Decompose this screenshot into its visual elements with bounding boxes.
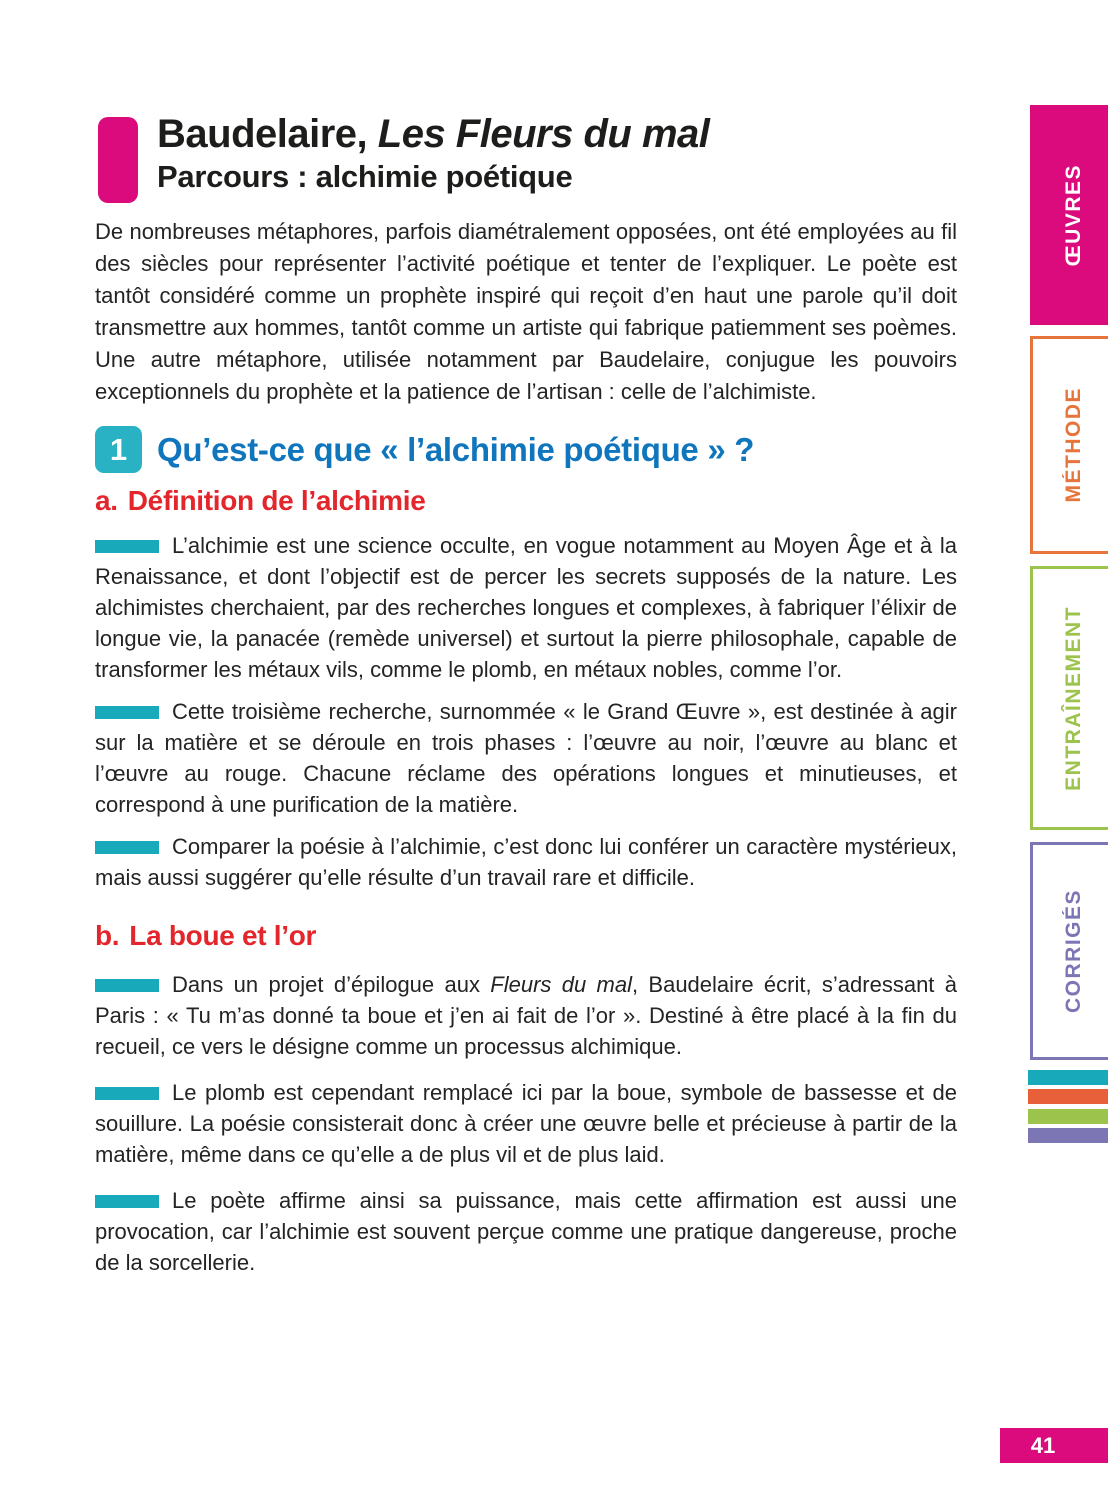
sidebar-tab-entrainement [1030,566,1108,830]
page-number: 41 [1030,1432,1056,1458]
bullet-bar [95,1195,159,1208]
sidebar-tab-entrainement-label: ENTRAÎNEMENT [1062,605,1085,791]
bullet-bar [95,1087,159,1100]
paragraph [95,831,957,893]
page-title-work: Les Fleurs du mal [377,112,710,156]
chapter-header [95,110,957,196]
page-number-badge [1000,1428,1108,1463]
subsection-a-label: a. [95,485,118,516]
paragraph [95,1077,957,1170]
paragraph [95,696,957,820]
intro-paragraph: De nombreuses métaphores, parfois diamétralement opposées, ont été employées au fil des siècles pour représenter l’activité poétique et tenter de l’expliquer. Le poète est tantôt considéré comme un prophète inspiré qui reçoit d’en haut une parole qu’il doit transmettre aux hommes, tantôt comme un artiste qui fabrique patiemment ses poèmes. Une autre métaphore, utilisée notamment par Baudelaire, conjugue les pouvoirs exceptionnels du prophète et la patience de l’artisan : celle de l’alchimiste. [95,219,957,404]
section-number-badge: 1 [95,426,142,473]
paragraph-text: Comparer la poésie à l’alchimie, c’est donc lui conférer un caractère mystérieux, mais aussi suggérer qu’elle résulte d’un travail rare et difficile. [95,834,957,890]
section-title: Qu’est-ce que « l’alchimie poétique » ? [157,430,755,468]
subsection-a-title: Définition de l’alchimie [127,485,426,516]
paragraph-text: Dans un projet d’épilogue aux [172,972,491,997]
sidebar-tab-corriges-label: CORRIGÉS [1062,888,1085,1013]
paragraph-text: Le plomb est cependant remplacé ici par la boue, symbole de bassesse et de souillure. La poésie consisterait donc à créer une œuvre belle et précieuse à partir de la matière, même dans ce qu’elle a de plus vil et de plus laid. [95,1080,957,1167]
paragraph [95,969,957,1062]
paragraph [95,530,957,685]
paragraph [95,1185,957,1278]
page-title-author: Baudelaire, [157,112,378,156]
chapter-marker [98,117,138,203]
bullet-bar [95,841,159,854]
subsection-b-title: La boue et l’or [129,920,317,951]
accent-bar-purple [1028,1128,1108,1143]
accent-bar-orange [1028,1089,1108,1104]
paragraph-text: Cette troisième recherche, surnommée « le Grand Œuvre », est destinée à agir sur la matière et se déroule en trois phases : l’œuvre au noir, l’œuvre au blanc et l’œuvre au rouge. Chacune réclame des opérations longues et minutieuses, et correspond à une purification de la matière. [95,699,957,817]
subsection-b-label: b. [95,920,120,951]
paragraph-text: , Baudelaire écrit, s’adressant à Paris : « Tu m’as donné ta boue et j’en ai fait de l’or ». Destiné à être placé à la fin du recueil, ce vers le désigne comme un processus alchimique. [95,972,957,1059]
sidebar-tab-corriges [1030,842,1108,1060]
accent-bar-green [1028,1109,1108,1124]
sidebar-tab-methode-label: MÉTHODE [1062,387,1085,503]
paragraph-text: Le poète affirme ainsi sa puissance, mais cette affirmation est aussi une provocation, car l’alchimie est souvent perçue comme une pratique dangereuse, proche de la sorcellerie. [95,1188,957,1275]
page-content [95,110,957,1278]
subsection-a-heading [95,483,957,519]
paragraph-text: L’alchimie est une science occulte, en vogue notamment au Moyen Âge et à la Renaissance, et dont l’objectif est de percer les secrets supposés de la nature. Les alchimistes cherchaient, par des recherches longues et complexes, à fabriquer l’élixir de longue vie, la panacée (remède universel) et surtout la pierre philosophale, capable de transformer les métaux vils, comme le plomb, en métaux nobles, comme l’or. [95,533,957,682]
section-1-heading [95,426,957,473]
page-title [157,110,957,158]
accent-bar-teal [1028,1070,1108,1085]
paragraph-text-italic: Fleurs du mal [490,972,632,997]
bullet-bar [95,706,159,719]
sidebar-tab-oeuvres [1030,105,1108,325]
bullet-bar [95,540,159,553]
sidebar-tab-methode [1030,336,1108,554]
page-subtitle: Parcours : alchimie poétique [157,159,573,194]
subsection-b-heading [95,918,957,954]
sidebar-tab-oeuvres-label: ŒUVRES [1062,163,1085,267]
bullet-bar [95,979,159,992]
